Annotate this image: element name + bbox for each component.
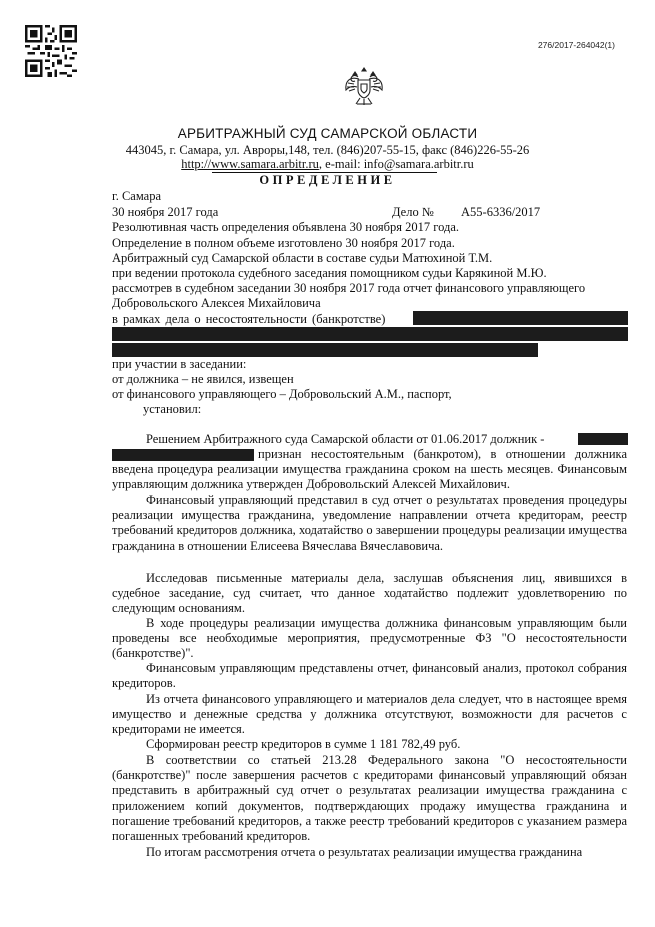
paragraph-8: В соответствии со статьей 213.28 Федерального закона "О несостоятельности (банкротстве)" после завершения расчетов с кредиторами финансовый управляющий обязан представить в арбитражный суд отчет о результатах реализации имущества гражданина с приложением копий документов, подтверждающих продажу имущества гражданина и погашение требований кредиторов, а также реестр требований кредиторов с указанием размера погашенных требований кредиторов.: [112, 753, 627, 844]
paragraph-1: признан несостоятельным (банкротом), в отношении должника введена процедура реализации имущества гражданина сроком на шесть месяцев. Финансовым управляющим должника утвержден Добровольский Алексей Михайлович.: [112, 447, 627, 492]
resolution-note: Резолютивная часть определения объявлена 30 ноября 2017 года.: [112, 220, 460, 234]
decision-date: 30 ноября 2017 года: [112, 205, 219, 219]
case-number: А55-6336/2017: [461, 205, 541, 219]
considered-note: рассмотрев в судебном заседании 30 ноября 2017 года отчет финансового управляющего: [112, 281, 586, 295]
established-heading: установил:: [143, 402, 202, 416]
paragraph-5: Финансовым управляющим представлены отчет, финансовый анализ, протокол собрания кредиторов.: [112, 661, 627, 691]
qr-code: [25, 25, 77, 77]
participant-debtor: от должника – не явился, извещен: [112, 372, 294, 386]
document-number: 276/2017-264042(1): [537, 40, 615, 50]
paragraph-6: Из отчета финансового управляющего и материалов дела следует, что в настоящее время имущество и денежные средства у должника отсутствуют, возможности для расчетов с кредиторами не имеется.: [112, 692, 627, 737]
redaction-block: [112, 343, 538, 357]
court-website-link[interactable]: http://www.samara.arbitr.ru: [181, 157, 319, 171]
paragraph-9: По итогам рассмотрения отчета о результатах реализации имущества гражданина: [146, 845, 583, 859]
participants-intro: при участии в заседании:: [112, 357, 247, 371]
court-contacts: [0, 157, 655, 172]
case-label: Дело №: [392, 205, 434, 219]
case-framework: в рамках дела о несостоятельности (банкротстве): [112, 312, 386, 326]
court-email: , e-mail: info@samara.arbitr.ru: [318, 157, 474, 171]
protocol-note: при ведении протокола судебного заседания помощником судьи Карякиной М.Ю.: [112, 266, 547, 280]
paragraph-4: В ходе процедуры реализации имущества должника финансовым управляющим были проведены все необходимые мероприятия, предусмотренные ФЗ "О несостоятельности (банкротстве)".: [112, 616, 627, 661]
paragraph-3: Исследовав письменные материалы дела, заслушав объяснения лиц, явившихся в судебное заседание, суд считает, что данное ходатайство подлежит удовлетворению по следующим основаниям.: [112, 571, 627, 616]
court-composition: Арбитражный суд Самарской области в составе судьи Матюхиной Т.М.: [112, 251, 493, 265]
document-title: ОПРЕДЕЛЕНИЕ: [259, 173, 396, 187]
city: г. Самара: [112, 189, 162, 203]
court-address: 443045, г. Самара, ул. Авроры,148, тел. (846)207-55-15, факс (846)226-55-26: [125, 143, 530, 157]
manager-name: Добровольского Алексея Михайловича: [112, 296, 321, 310]
full-text-note: Определение в полном объеме изготовлено 30 ноября 2017 года.: [112, 236, 455, 250]
redaction-block: [413, 311, 628, 325]
redaction-block: [578, 433, 628, 445]
participant-manager: от финансового управляющего – Добровольский А.М., паспорт,: [112, 387, 452, 401]
paragraph-7: Сформирован реестр кредиторов в сумме 1 181 782,49 руб.: [146, 737, 461, 751]
coat-of-arms-icon: [343, 64, 385, 108]
court-name: АРБИТРАЖНЫЙ СУД САМАРСКОЙ ОБЛАСТИ: [177, 126, 478, 141]
redaction-block: [112, 327, 628, 341]
paragraph-1-start: Решением Арбитражного суда Самарской области от 01.06.2017 должник -: [146, 432, 545, 446]
paragraph-2: Финансовый управляющий представил в суд отчет о результатах проведения процедуры реализации имущества гражданина, уведомление направлении отчета кредиторам, реестр требований кредиторов должника, ходатайство о завершении процедуры реализации имущества гражданина в отношении Елисеева Вячеслава Вячеславовича.: [112, 493, 627, 553]
